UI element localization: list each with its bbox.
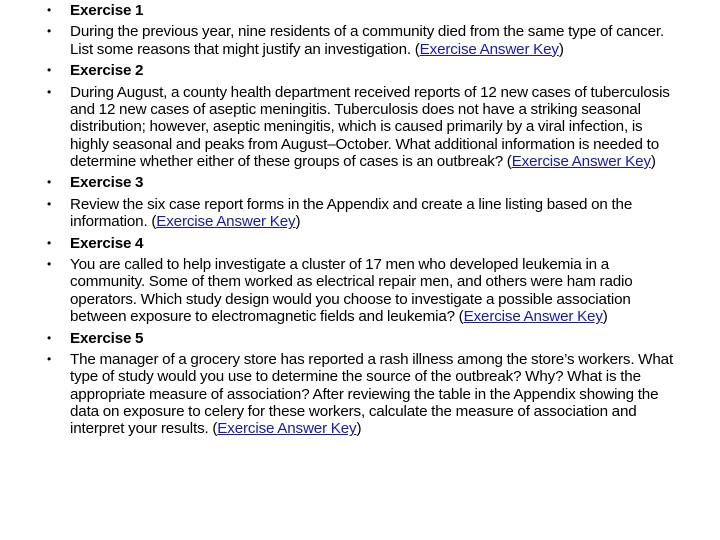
exercise-body xyxy=(70,23,664,57)
exercise-body xyxy=(70,351,673,437)
exercise-list xyxy=(0,2,720,438)
exercise-heading: Exercise 3 xyxy=(70,174,144,192)
bullet-icon: • xyxy=(46,330,52,345)
bullet-icon: • xyxy=(46,3,52,17)
closing-paren: ) xyxy=(295,213,301,231)
exercise-heading: Exercise 4 xyxy=(70,234,144,252)
exercise-body xyxy=(70,256,633,325)
exercise-heading: Exercise 5 xyxy=(70,329,144,347)
exercise-body-text: The manager of a grocery store has reported a rash illness among the store’s workers. What type of study would you use to determine the source of the outbreak? Why? What is the appropriate measure of association? After reviewing the table in the Appendix showing the data on exposure to celery for these workers, calculate the measure of association and interpret your results. ( xyxy=(70,351,674,438)
closing-paren: ) xyxy=(602,308,608,326)
exercise-1-body-item xyxy=(0,23,720,58)
exercise-answer-key-link[interactable]: Exercise Answer Key xyxy=(463,308,603,326)
exercise-body xyxy=(70,84,670,170)
exercise-3-body-item xyxy=(0,196,720,231)
exercise-answer-key-link[interactable]: Exercise Answer Key xyxy=(419,40,559,58)
exercise-answer-key-link[interactable]: Exercise Answer Key xyxy=(511,152,651,170)
exercise-body-text: You are called to help investigate a cluster of 17 men who developed leukemia in a community. Some of them worked as electrical repair men, and others were ham radio operators. Which study design would you choose to investigate a possible association between exposure to electromagnetic fields and leukemia? ( xyxy=(70,256,633,326)
exercise-body-text: During the previous year, nine residents of a community died from the same type of cancer. List some reasons that might justify an investigation. ( xyxy=(70,23,665,58)
bullet-icon: • xyxy=(46,352,52,367)
closing-paren: ) xyxy=(558,40,564,58)
exercise-answer-key-link[interactable]: Exercise Answer Key xyxy=(156,213,296,231)
exercise-5-body-item xyxy=(0,351,720,437)
bullet-icon: • xyxy=(46,175,52,190)
exercise-heading: Exercise 1 xyxy=(70,2,144,19)
bullet-icon: • xyxy=(46,63,52,78)
bullet-icon: • xyxy=(46,196,52,211)
exercise-body xyxy=(70,196,632,230)
bullet-icon: • xyxy=(46,24,52,39)
bullet-icon: • xyxy=(46,257,52,272)
exercise-body-text: During August, a county health department received reports of 12 new cases of tuberculosis and 12 new cases of aseptic meningitis. Tuberculosis does not have a striking seasonal distribution; however, aseptic meningitis, which is caused primarily by a viral infection, is highly seasonal and peaks from August–October. What additional information is needed to determine whether either of these groups of cases is an outbreak? ( xyxy=(70,83,670,170)
bullet-icon: • xyxy=(46,84,52,99)
exercise-3-heading-item xyxy=(0,174,720,191)
exercise-heading: Exercise 2 xyxy=(70,62,144,80)
exercise-2-body-item xyxy=(0,84,720,170)
bullet-icon: • xyxy=(46,235,52,250)
closing-paren: ) xyxy=(356,420,362,438)
exercise-5-heading-item xyxy=(0,330,720,347)
exercise-1-heading-item xyxy=(0,2,720,19)
exercise-4-body-item xyxy=(0,256,720,325)
exercise-4-heading-item xyxy=(0,235,720,252)
exercise-2-heading-item xyxy=(0,62,720,79)
exercise-body-text: Review the six case report forms in the Appendix and create a line listing based on the information. ( xyxy=(70,195,633,231)
slide-content xyxy=(0,2,720,442)
exercise-answer-key-link[interactable]: Exercise Answer Key xyxy=(217,420,357,438)
closing-paren: ) xyxy=(650,152,656,170)
